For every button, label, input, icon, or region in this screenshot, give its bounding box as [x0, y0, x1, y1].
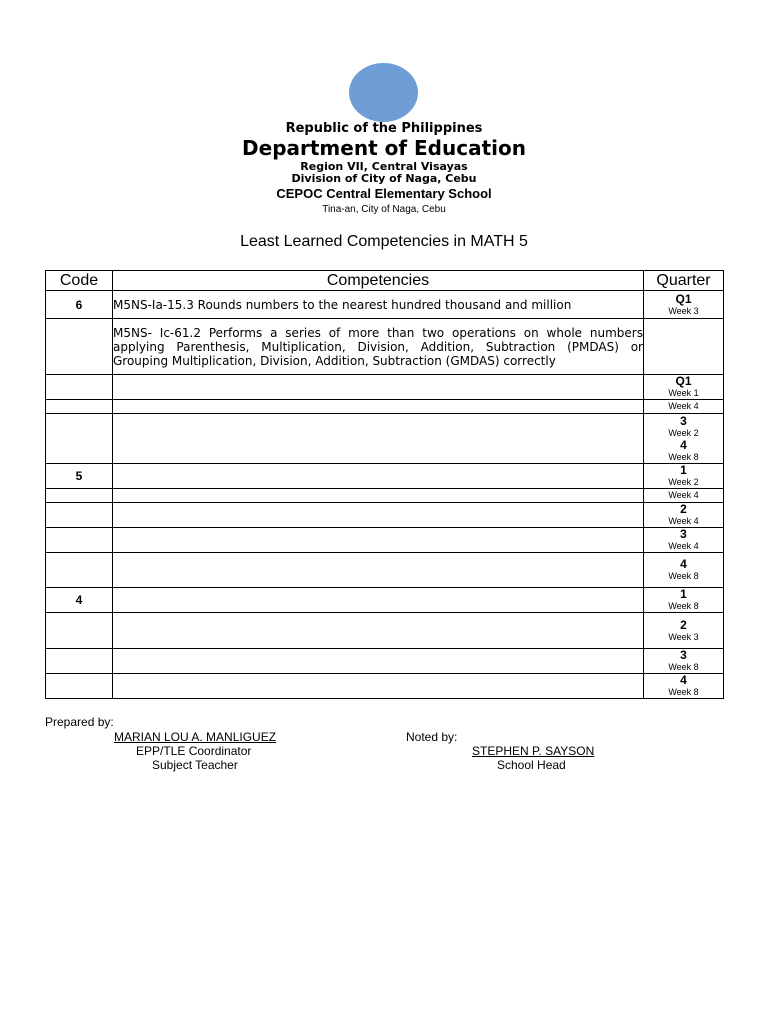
- competency-cell: [113, 414, 644, 464]
- week-value: Week 8: [668, 451, 699, 462]
- quarter-cell: [644, 553, 724, 588]
- code-cell: [46, 553, 113, 588]
- competencies-table: [45, 270, 724, 699]
- code-cell: [46, 649, 113, 674]
- table-row: [46, 588, 724, 613]
- competency-cell: [113, 649, 644, 674]
- table-row: [46, 414, 724, 464]
- code-cell: [46, 528, 113, 553]
- competency-cell: [113, 464, 644, 489]
- letterhead-region: Region VII, Central Visayas: [300, 160, 468, 173]
- quarter-cell: [644, 291, 724, 319]
- quarter-cell: [644, 613, 724, 649]
- code-cell: [46, 489, 113, 503]
- quarter-cell: [644, 649, 724, 674]
- quarter-value: Q1: [675, 374, 692, 388]
- week-value: Week 4: [668, 401, 699, 411]
- quarter-cell: [644, 375, 724, 400]
- table-row: [46, 400, 724, 414]
- quarter-cell: [644, 489, 724, 503]
- week-value: Week 2: [668, 477, 699, 487]
- quarter-value: 4: [680, 437, 687, 452]
- noter-role: School Head: [497, 758, 566, 772]
- quarter-value: 2: [680, 617, 687, 632]
- document-title: Least Learned Competencies in MATH 5: [240, 233, 528, 250]
- code-cell: [46, 414, 113, 464]
- table-row: [46, 319, 724, 375]
- table-row: [46, 375, 724, 400]
- letterhead-department: Department of Education: [242, 136, 526, 160]
- competency-cell: [113, 588, 644, 613]
- week-value: Week 8: [668, 571, 699, 581]
- letterhead-address: Tina-an, City of Naga, Cebu: [322, 204, 446, 215]
- quarter-value: 1: [680, 587, 687, 601]
- quarter-cell: [644, 674, 724, 699]
- preparer-role-coordinator: EPP/TLE Coordinator: [136, 744, 252, 758]
- table-header-row: [46, 271, 724, 291]
- quarter-cell: [644, 414, 724, 464]
- table-row: [46, 613, 724, 649]
- letterhead-school: CEPOC Central Elementary School: [276, 186, 492, 201]
- header-quarter: Quarter: [644, 271, 724, 291]
- week-value: Week 4: [668, 516, 699, 526]
- week-value: Week 8: [668, 601, 699, 611]
- week-value: Week 2: [668, 427, 699, 438]
- week-value: Week 8: [668, 687, 699, 697]
- competency-cell: [113, 553, 644, 588]
- quarter-value: 4: [680, 557, 687, 571]
- week-value: Week 3: [668, 305, 699, 316]
- table-row: [46, 489, 724, 503]
- quarter-value: 3: [680, 413, 687, 428]
- competency-cell: [113, 528, 644, 553]
- code-cell: [46, 400, 113, 414]
- code-cell: [46, 674, 113, 699]
- quarter-cell: [644, 588, 724, 613]
- code-cell: [46, 503, 113, 528]
- preparer-name: MARIAN LOU A. MANLIGUEZ: [114, 730, 277, 744]
- competency-cell: M5NS- Ic-61.2 Performs a series of more than two operations on whole numbers applying Parenthesis, Multiplication, Division, Addition, Subtraction (PMDAS) or Grouping Multiplication, Division, Addition, Subtraction (GMDAS) correctly: [113, 319, 644, 375]
- code-cell: [46, 319, 113, 375]
- noter-name: STEPHEN P. SAYSON: [472, 744, 595, 758]
- quarter-cell: [644, 528, 724, 553]
- table-row: [46, 674, 724, 699]
- competency-cell: [113, 375, 644, 400]
- quarter-cell: [644, 319, 724, 375]
- table-row: [46, 649, 724, 674]
- letterhead-division: Division of City of Naga, Cebu: [291, 172, 477, 185]
- week-value: Week 8: [668, 662, 699, 672]
- quarter-value: 2: [680, 502, 687, 516]
- quarter-cell: [644, 464, 724, 489]
- quarter-value: 4: [680, 673, 687, 687]
- week-value: Week 4: [668, 541, 699, 551]
- quarter-value: 3: [680, 527, 687, 541]
- week-value: Week 1: [668, 388, 699, 398]
- quarter-value: 1: [680, 463, 687, 477]
- week-value: Week 3: [668, 631, 699, 642]
- code-cell: [46, 375, 113, 400]
- deped-seal: [349, 63, 418, 122]
- code-cell: 5: [46, 464, 113, 489]
- competency-cell: [113, 503, 644, 528]
- week-value: Week 4: [668, 490, 699, 500]
- header-code: Code: [46, 271, 113, 291]
- competency-cell: [113, 674, 644, 699]
- header-competencies: Competencies: [113, 271, 644, 291]
- table-row: [46, 528, 724, 553]
- competency-cell: [113, 613, 644, 649]
- quarter-cell: [644, 400, 724, 414]
- quarter-value: 3: [680, 648, 687, 662]
- noted-by-label: Noted by:: [406, 730, 458, 744]
- competency-cell: [113, 400, 644, 414]
- table-row: [46, 291, 724, 319]
- competency-cell: M5NS-Ia-15.3 Rounds numbers to the nearest hundred thousand and million: [113, 291, 644, 319]
- code-cell: 6: [46, 291, 113, 319]
- competency-cell: [113, 489, 644, 503]
- code-cell: 4: [46, 588, 113, 613]
- prepared-by-label: Prepared by:: [45, 715, 114, 729]
- code-cell: [46, 613, 113, 649]
- letterhead-republic: Republic of the Philippines: [285, 121, 483, 136]
- quarter-value: Q1: [675, 291, 692, 306]
- table-row: [46, 503, 724, 528]
- preparer-role-teacher: Subject Teacher: [152, 758, 238, 772]
- quarter-cell: [644, 503, 724, 528]
- table-row: [46, 553, 724, 588]
- table-row: [46, 464, 724, 489]
